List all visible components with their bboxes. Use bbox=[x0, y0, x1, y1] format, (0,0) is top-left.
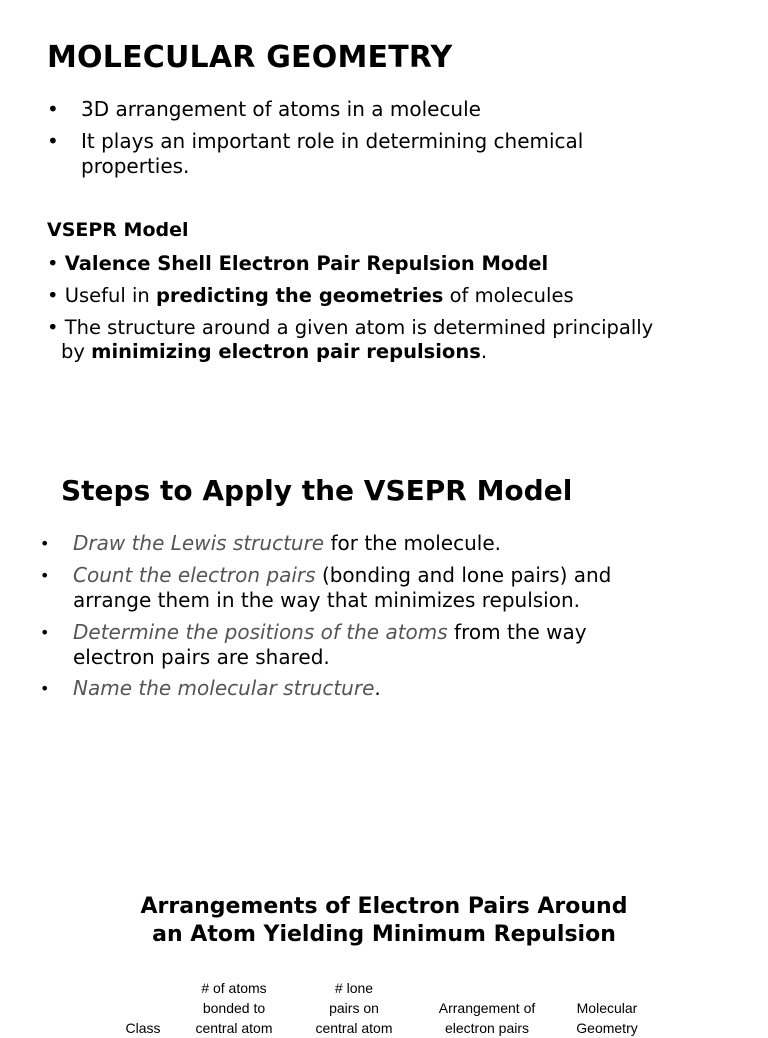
vsepr-item-2-post: of molecules bbox=[449, 284, 574, 307]
column-header-line: central atom bbox=[195, 1020, 273, 1036]
column-header-atoms-bonded bbox=[182, 978, 286, 1038]
vsepr-heading: VSEPR Model bbox=[47, 219, 189, 241]
intro-bullet-text: It plays an important role in determining chemical bbox=[81, 129, 584, 153]
step-body bbox=[73, 620, 587, 670]
column-header-line: pairs on bbox=[329, 1000, 379, 1016]
step-line2: arrange them in the way that minimizes repulsion. bbox=[73, 588, 581, 612]
vsepr-item-3-post: . bbox=[480, 340, 488, 363]
column-header-line: central atom bbox=[315, 1020, 393, 1036]
vsepr-item-3-line1: The structure around a given atom is determined principally bbox=[64, 316, 654, 339]
page-title: MOLECULAR GEOMETRY bbox=[47, 40, 453, 75]
column-header-line bbox=[108, 978, 178, 998]
step-line2: electron pairs are shared. bbox=[73, 645, 330, 669]
column-header-arrangement bbox=[423, 978, 551, 1038]
step-body bbox=[73, 531, 501, 556]
vsepr-item-3 bbox=[47, 316, 653, 364]
step-body bbox=[73, 563, 611, 613]
steps-title: Steps to Apply the VSEPR Model bbox=[61, 474, 573, 507]
vsepr-item-1 bbox=[47, 252, 548, 276]
bullet-marker: • bbox=[47, 129, 59, 153]
vsepr-item-2 bbox=[47, 284, 574, 308]
table-title-line-2: an Atom Yielding Minimum Repulsion bbox=[152, 922, 616, 947]
table-title bbox=[0, 893, 768, 949]
bullet-marker: • bbox=[40, 566, 50, 585]
table-title-line-1: Arrangements of Electron Pairs Around bbox=[140, 894, 628, 919]
column-header-line bbox=[108, 998, 178, 1018]
column-header-line: Class bbox=[125, 1020, 161, 1036]
bullet-marker: • bbox=[47, 284, 59, 307]
step-rest: for the molecule. bbox=[330, 531, 501, 555]
column-header-line: Molecular bbox=[576, 1000, 638, 1016]
column-header-class bbox=[108, 978, 178, 1038]
step-rest: (bonding and lone pairs) and bbox=[321, 563, 612, 587]
step-rest: from the way bbox=[454, 620, 587, 644]
vsepr-item-3-pre: by bbox=[61, 340, 85, 363]
column-header-line: Geometry bbox=[576, 1020, 638, 1036]
vsepr-item-2-pre: Useful in bbox=[64, 284, 150, 307]
bullet-marker: • bbox=[40, 623, 50, 642]
column-header-lone-pairs bbox=[302, 978, 406, 1038]
bullet-marker: • bbox=[40, 679, 50, 698]
bullet-marker: • bbox=[47, 97, 59, 121]
bullet-marker: • bbox=[40, 534, 50, 553]
vsepr-item-1-bold: Valence Shell Electron Pair Repulsion Model bbox=[64, 252, 549, 275]
column-header-line: Arrangement of bbox=[438, 1000, 536, 1016]
intro-bullet-text: 3D arrangement of atoms in a molecule bbox=[81, 97, 481, 121]
vsepr-item-2-bold: predicting the geometries bbox=[155, 284, 444, 307]
column-header-line: electron pairs bbox=[444, 1020, 530, 1036]
column-header-line bbox=[560, 978, 654, 998]
step-italic: Determine the positions of the atoms bbox=[73, 620, 448, 644]
column-header-line: bonded to bbox=[202, 1000, 266, 1016]
vsepr-item-3-line2 bbox=[47, 340, 653, 364]
column-header-line: # of atoms bbox=[201, 980, 267, 996]
bullet-marker: • bbox=[47, 316, 59, 339]
step-body bbox=[73, 676, 381, 701]
step-rest: . bbox=[374, 676, 381, 700]
bullet-marker: • bbox=[47, 252, 59, 275]
column-header-line: # lone bbox=[334, 980, 374, 996]
vsepr-item-3-bold: minimizing electron pair repulsions bbox=[91, 340, 481, 363]
step-italic: Count the electron pairs bbox=[73, 563, 316, 587]
intro-bullet-text-continued: properties. bbox=[81, 154, 190, 178]
column-header-line bbox=[423, 978, 551, 998]
step-italic: Name the molecular structure bbox=[73, 676, 375, 700]
column-header-geometry bbox=[560, 978, 654, 1038]
step-italic: Draw the Lewis structure bbox=[73, 531, 325, 555]
